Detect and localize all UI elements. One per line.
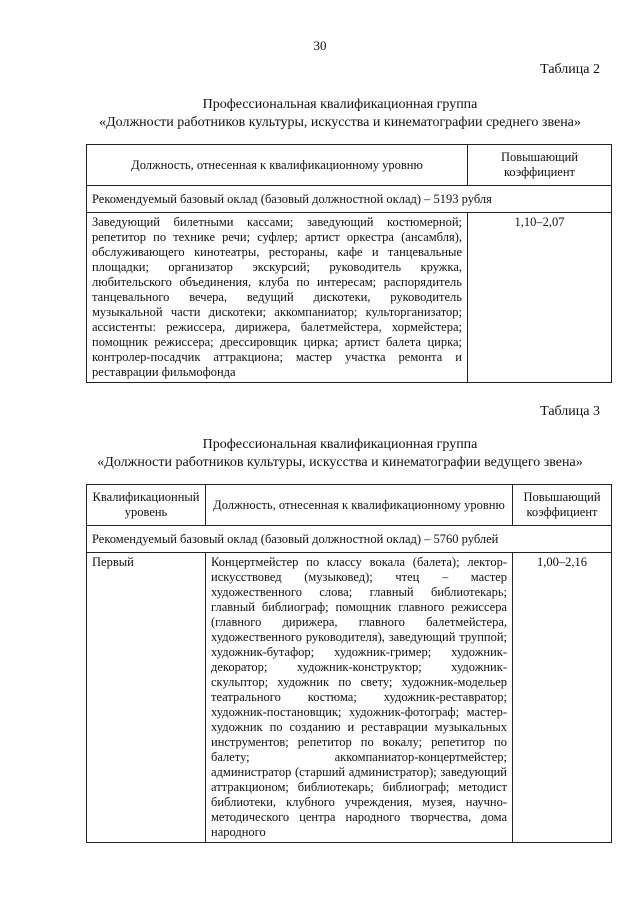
table2-header-coefficient: Повышающий коэффициент [468,145,612,186]
table3-level: Первый [87,553,206,843]
table3-label: Таблица 3 [540,404,600,419]
table3-salary-row [87,526,612,553]
table2-header-position: Должность, отнесенная к квалификационному уровню [87,145,468,186]
table2-label: Таблица 2 [540,62,600,77]
table3-coefficient: 1,00–2,16 [513,553,612,843]
table2-salary-row [87,186,612,213]
table2-positions: Заведующий билетными кассами; заведующий костюмерной; репетитор по технике речи; суфлер; артист оркестра (ансамбля), обслуживающего кинотеатры, рестораны, кафе и танцевальные площадки; организатор экскурсий; руководитель кружка, любительского объединения, клуба по интересам; распорядитель танцевального вечера, ведущий дискотеки, руководитель музыкальной части дискотеки; аккомпаниатор; культорганизатор; ассистенты: режиссера, дирижера, балетмейстера, хормейстера; помощник режиссера; дрессировщик цирка; артист балета цирка; контролер-посадчик аттракциона; мастер участка ремонта и реставрации фильмофонда [87,213,468,383]
table3 [86,484,612,843]
table2-data-row [87,213,612,383]
table2-header-row [87,145,612,186]
table3-positions: Концертмейстер по классу вокала (балета); лектор-искусствовед (музыковед); чтец – мастер художественного слова; главный библиотекарь; главный библиограф; помощник главного режиссера (главного дирижера, главного балетмейстера, художественного руководителя), заведующий труппой; художник-бутафор; художник-гример; художник-декоратор; художник-конструктор; художник-скульптор; художник по свету; художник-модельер театрального костюма; художник-реставратор; художник-постановщик; художник-фотограф; мастер-художник по созданию и реставрации музыкальных инструментов; репетитор по вокалу; репетитор по балету; аккомпаниатор-концертмейстер; администратор (старший администратор); заведующий аттракционом; библиотекарь; библиограф; методист библиотеки, клубного учреждения, музея, научно-методического центра народного творчества, дома народного [206,553,513,843]
table3-header-position: Должность, отнесенная к квалификационному уровню [206,485,513,526]
table3-salary-text: Рекомендуемый базовый оклад (базовый должностной оклад) – 5760 рублей [87,526,612,553]
table3-data-row [87,553,612,843]
table3-title-line1: Профессиональная квалификационная группа [202,437,478,452]
table3-header-coefficient: Повышающий коэффициент [513,485,612,526]
table2-title-line2: «Должности работников культуры, искусства и кинематографии среднего звена» [99,115,581,130]
table3-header-level: Квалификационный уровень [87,485,206,526]
table2-heading [60,96,620,132]
page-number: 30 [313,38,327,53]
table3-title-line2: «Должности работников культуры, искусства и кинематографии ведущего звена» [97,455,583,470]
table2-salary-text: Рекомендуемый базовый оклад (базовый должностной оклад) – 5193 рубля [87,186,612,213]
table2-coefficient: 1,10–2,07 [468,213,612,383]
table2-title-line1: Профессиональная квалификационная группа [202,97,478,112]
table3-heading [60,436,620,472]
table2 [86,144,612,383]
table3-header-row [87,485,612,526]
